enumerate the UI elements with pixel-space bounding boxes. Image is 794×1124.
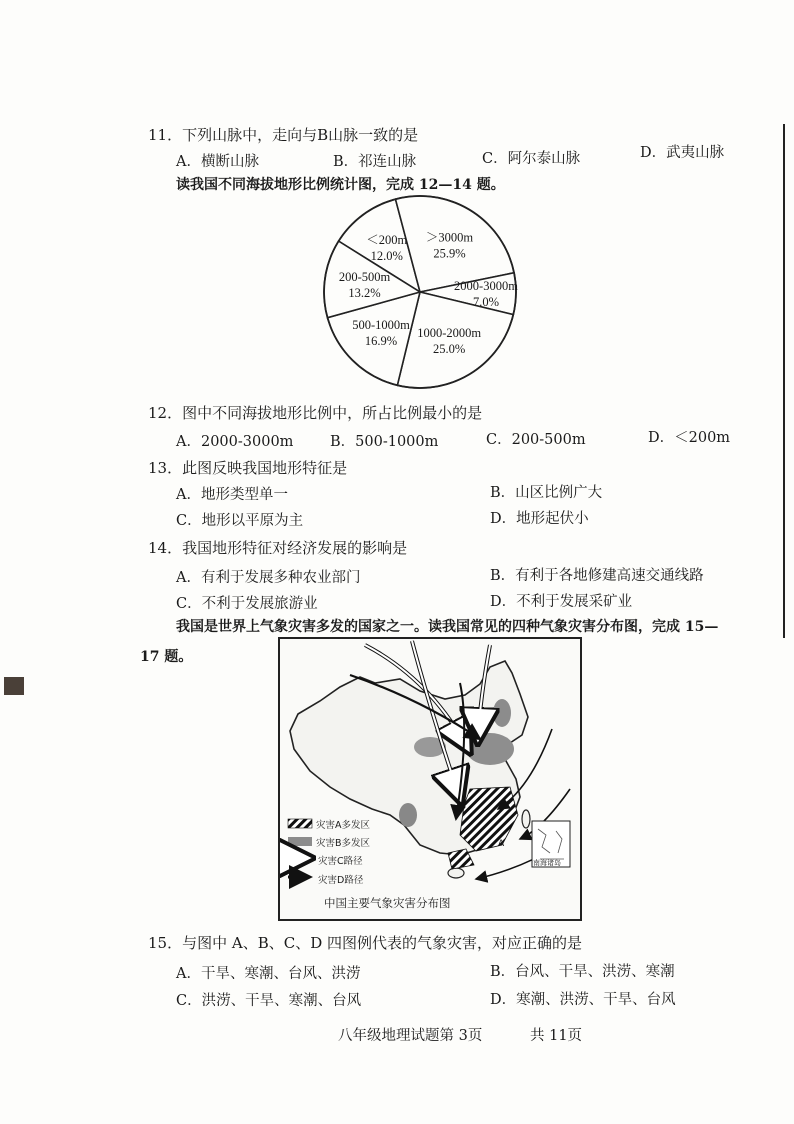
q14-option-d[interactable]: D．不利于发展采矿业 [490,594,633,610]
footer-page-label: 八年级地理试题第 3页 [338,1028,483,1044]
pie-label-range-1: ＞3000m [425,230,474,245]
q15-stem: 15．与图中 A、B、C、D 四图例代表的气象灾害，对应正确的是 [148,934,582,952]
pie-label-pct-3: 25.0% [432,341,466,356]
footer-total-pages: 共 11页 [530,1028,583,1044]
q13-option-c[interactable]: C．地形以平原为主 [176,513,304,529]
intro-15-17-line2: 17 题。 [140,649,193,665]
map-title: 中国主要气象灾害分布图 [324,896,451,910]
map-letter-a: A [498,839,505,849]
q13-stem: 13．此图反映我国地形特征是 [148,459,348,477]
weather-disaster-map [278,637,582,921]
q13-option-b[interactable]: B．山区比例广大 [490,485,603,501]
q15-option-c[interactable]: C．洪涝、干旱、寒潮、台风 [176,993,362,1009]
right-margin-rule [783,124,785,638]
q11-option-c[interactable]: C．阿尔泰山脉 [482,151,581,167]
legend-disaster-b: 灾害B多发区 [316,838,371,849]
intro-15-17-line1: 我国是世界上气象灾害多发的国家之一。读我国常见的四种气象灾害分布图，完成 15— [176,619,719,635]
elevation-pie-chart [300,192,540,392]
pie-label-range-3: 1000-2000m [417,325,482,340]
q13-option-a[interactable]: A．地形类型单一 [176,487,288,503]
pie-label-pct-4: 16.9% [364,334,398,349]
q11-option-d[interactable]: D．武夷山脉 [640,145,725,161]
q14-option-b[interactable]: B．有利于各地修建高速交通线路 [490,568,704,584]
q11-option-a[interactable]: A．横断山脉 [176,154,259,170]
pie-label-pct-1: 25.9% [433,246,466,261]
pie-label-pct-0: 12.0% [370,248,403,263]
pie-label-range-4: 500-1000m [352,318,410,333]
q12-option-b[interactable]: B．500-1000m [330,434,439,450]
legend-disaster-d: 灾害D路径 [318,875,364,886]
pie-label-range-2: 2000-3000m [454,279,518,294]
scan-margin-mark [4,677,24,695]
pie-label-range-0: ＜200m [366,232,408,247]
pie-label-pct-2: 7.0% [472,295,500,310]
inset-label: 南海诸岛 [533,859,561,867]
q14-stem: 14．我国地形特征对经济发展的影响是 [148,539,408,557]
q13-option-d[interactable]: D．地形起伏小 [490,511,589,527]
q15-option-b[interactable]: B．台风、干旱、洪涝、寒潮 [490,964,675,980]
q11-option-b[interactable]: B．祁连山脉 [333,154,417,170]
q14-option-a[interactable]: A．有利于发展多种农业部门 [176,570,361,586]
pie-label-range-5: 200-500m [338,269,391,284]
q11-stem: 11．下列山脉中，走向与B山脉一致的是 [148,126,419,144]
q12-option-c[interactable]: C．200-500m [486,432,586,448]
legend-disaster-a: 灾害A多发区 [316,820,370,831]
q12-option-a[interactable]: A．2000-3000m [176,434,294,450]
q12-stem: 12．图中不同海拔地形比例中，所占比例最小的是 [148,404,483,422]
q15-option-a[interactable]: A．干旱、寒潮、台风、洪涝 [176,966,361,982]
q12-option-d[interactable]: D．＜200m [648,430,731,446]
intro-12-14: 读我国不同海拔地形比例统计图，完成 12—14 题。 [176,177,505,193]
legend-disaster-c: 灾害C路径 [318,856,363,867]
q15-option-d[interactable]: D．寒潮、洪涝、干旱、台风 [490,992,676,1008]
pie-label-pct-5: 13.2% [348,285,381,300]
q14-option-c[interactable]: C．不利于发展旅游业 [176,596,318,612]
